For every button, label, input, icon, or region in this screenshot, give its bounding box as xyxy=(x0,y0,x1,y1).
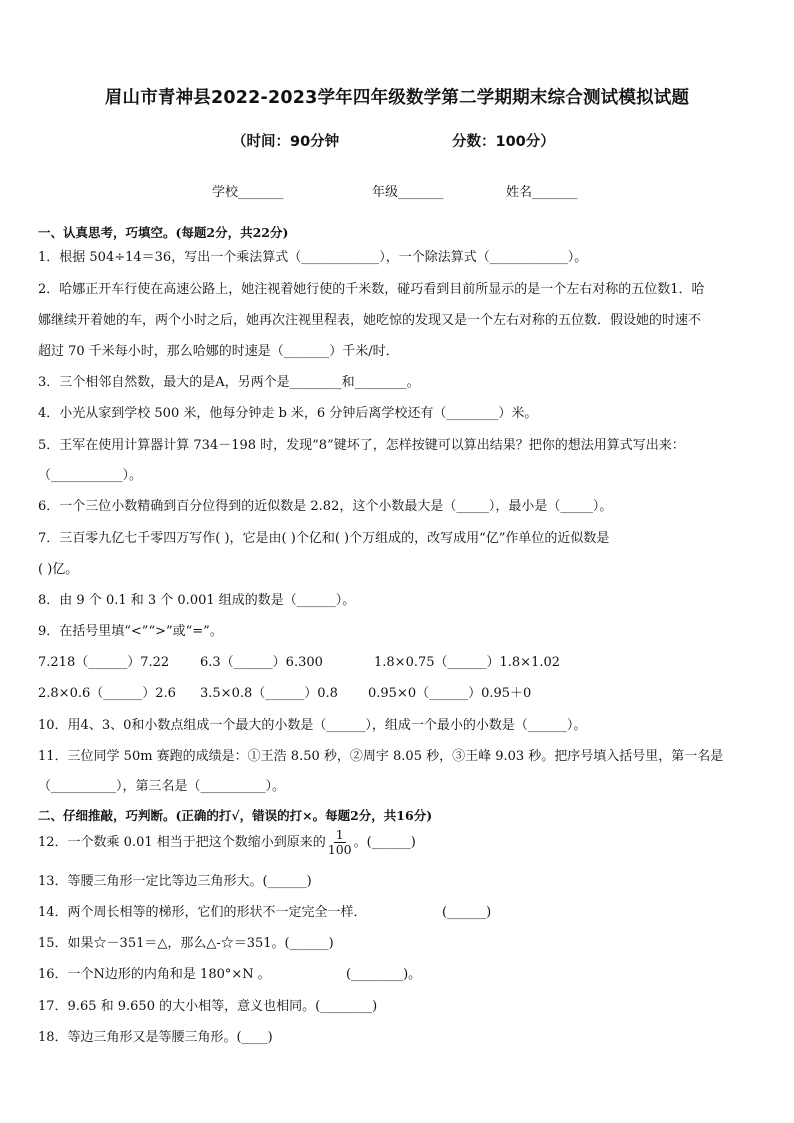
name-field: 姓名_______ xyxy=(506,185,578,200)
question-6: 6．一个三位小数精确到百分位得到的近似数是 2.82，这个小数最大是（_____），最小是（_____）。 xyxy=(38,499,613,514)
exam-time: （时间：90分钟 xyxy=(232,134,340,150)
question-7-line-1: 7．三百零九亿七千零四万写作( )，它是由( )个亿和( )个万组成的，改写成用“亿”作单位的近似数是 xyxy=(38,531,610,546)
question-5-line-2: （___________）。 xyxy=(38,468,143,483)
question-7-line-2: ( )亿。 xyxy=(38,562,79,577)
question-12-answer: 。(______) xyxy=(353,835,416,850)
question-9: 9．在括号里填“<”“>”或“=”。 xyxy=(38,624,223,639)
compare-3: 1.8×0.75（______）1.8×1.02 xyxy=(374,655,561,670)
fraction-numerator: 1 xyxy=(335,827,344,842)
question-2-line-3: 超过 70 千米每小时，那么哈娜的时速是（_______）千米/时． xyxy=(38,344,399,359)
question-3: 3．三个相邻自然数，最大的是A，另两个是________和________。 xyxy=(38,375,420,390)
question-14-answer: (______) xyxy=(442,905,492,920)
page-title: 眉山市青神县2022-2023学年四年级数学第二学期期末综合测试模拟试题 xyxy=(104,88,690,108)
compare-1: 7.218（______）7.22 xyxy=(38,655,170,670)
exam-score: 分数：100分） xyxy=(452,134,555,150)
question-2-line-2: 娜继续开着她的车，两个小时之后，她再次注视里程表，她吃惊的发现又是一个左右对称的五位数．假设她的时速不 xyxy=(38,313,702,328)
compare-6: 0.95×0（______）0.95＋0 xyxy=(368,686,532,701)
question-5-line-1: 5．王军在使用计算器计算 734－198 时，发现“8”键坏了，怎样按键可以算出结果？把你的想法用算式写出来： xyxy=(38,438,685,453)
question-17: 17．9.65 和 9.650 的大小相等，意义也相同。(________) xyxy=(38,999,378,1014)
compare-2: 6.3（______）6.300 xyxy=(200,655,323,670)
question-10: 10．用4、3、0和小数点组成一个最大的小数是（______），组成一个最小的小数是（______）。 xyxy=(38,718,587,733)
question-13: 13．等腰三角形一定比等边三角形大。(______) xyxy=(38,874,312,889)
question-4: 4．小光从家到学校 500 米，他每分钟走 b 米，6 分钟后离学校还有（________）米。 xyxy=(38,406,538,421)
question-12-text: 12．一个数乘 0.01 相当于把这个数缩小到原来的 xyxy=(38,835,326,850)
question-16-answer: (________)。 xyxy=(346,967,422,982)
school-field: 学校_______ xyxy=(212,185,284,200)
question-18: 18．等边三角形又是等腰三角形。(____) xyxy=(38,1030,273,1045)
question-2-line-1: 2．哈娜正开车行使在高速公路上，她注视着她行使的千米数，碰巧看到目前所显示的是一个左右对称的五位数1．哈 xyxy=(38,282,705,297)
compare-5: 3.5×0.8（______）0.8 xyxy=(200,686,338,701)
question-8: 8．由 9 个 0.1 和 3 个 0.001 组成的数是（______）。 xyxy=(38,593,356,608)
question-1: 1．根据 504÷14＝36，写出一个乘法算式（____________），一个除法算式（____________）。 xyxy=(38,250,588,265)
fraction-denominator: 100 xyxy=(327,842,352,857)
question-11-line-2: （__________），第三名是（__________）。 xyxy=(38,779,286,794)
grade-field: 年级_______ xyxy=(372,185,444,200)
question-16: 16．一个N边形的内角和是 180°×N 。 xyxy=(38,967,271,982)
section-2-heading: 二、仔细推敲，巧判断。(正确的打√，错误的打×。每题2分，共16分) xyxy=(38,808,433,823)
question-11-line-1: 11．三位同学 50m 赛跑的成绩是：①王浩 8.50 秒，②周宇 8.05 秒，③王峰 9.03 秒。把序号填入括号里，第一名是 xyxy=(38,749,724,764)
section-1-heading: 一、认真思考，巧填空。(每题2分，共22分) xyxy=(38,225,289,240)
question-15: 15．如果☆－351＝△，那么△-☆＝351。(______) xyxy=(38,936,334,951)
question-14: 14．两个周长相等的梯形，它们的形状不一定完全一样． xyxy=(38,905,367,920)
question-12 xyxy=(38,828,416,857)
fraction xyxy=(328,828,352,857)
compare-4: 2.8×0.6（______）2.6 xyxy=(38,686,176,701)
